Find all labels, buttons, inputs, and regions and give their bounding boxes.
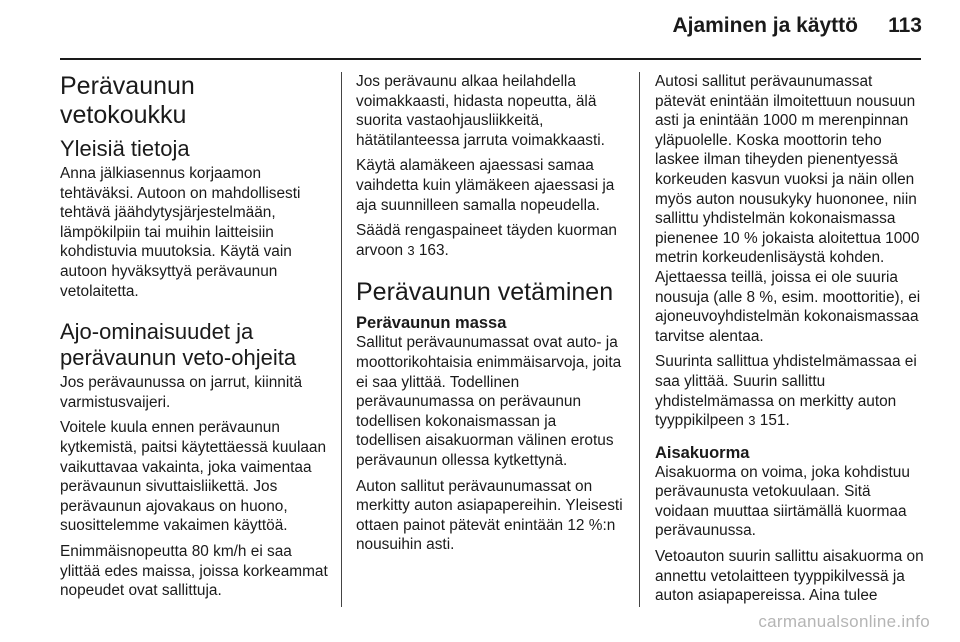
paragraph-lubricate: Voitele kuula ennen perävaunun kytkemistä, paitsi käytettäessä kuulaan vaikuttavaa vakainta, joka vaimentaa perävaunun sivuttaisliikettä. Jos perävaunun ajovakaus on huono, suosittelemme vakaimen käyttöä.: [60, 419, 327, 535]
header-divider: [60, 58, 921, 60]
column-divider-1: [341, 72, 342, 607]
chapter-heading: [60, 72, 328, 130]
tyre-pressure-text: Säädä rengaspaineet täyden kuorman arvoon: [356, 222, 617, 259]
column-3: [655, 72, 927, 612]
combined-mass-page-ref[interactable]: 151.: [759, 412, 790, 430]
heading-trailer-mass: Perävaunun massa: [356, 314, 507, 333]
heading-tongue-load: Aisakuorma: [655, 443, 750, 462]
watermark: carmanualsonline.info: [758, 612, 930, 631]
paragraph-swaying: Jos perävaunu alkaa heilahdella voimakkaasti, hidasta nopeutta, älä suorita vastaohjausliikkeitä, hätätilanteessa jarruta voimakkaasti.: [356, 73, 605, 149]
paragraph-brakes: Jos perävaunussa on jarrut, kiinnitä varmistusvaijeri.: [60, 374, 303, 411]
paragraph-combined-mass: [655, 352, 927, 430]
column-2: [356, 72, 624, 561]
heading-driving-line-1: Ajo-ominaisuudet ja: [60, 319, 254, 345]
paragraph-general-info: Anna jälkiasennus korjaamon tehtäväksi. Autoon on mahdollisesti tehtävä jäähdytysjärjestelmään, lämpökilpiin tai muihin laitteisiin kohdistuvia muutoksia. Käytä vain autoon hyväksyttyä perävaunun vetolaitetta.: [60, 165, 301, 300]
chapter-heading-line-2: vetokoukku: [60, 101, 187, 129]
chapter-heading-line-1: Perävaunun: [60, 72, 195, 100]
tyre-pressure-page-ref[interactable]: 163.: [418, 241, 449, 259]
paragraph-tongue-load: Aisakuorma on voima, joka kohdistuu perävaunusta vetokuulaan. Sitä voidaan muuttaa siirtämällä kuormaa perävaunussa.: [655, 463, 910, 540]
heading-driving-characteristics: [60, 319, 328, 371]
paragraph-speed: Enimmäisnopeutta 80 km/h ei saa ylittää edes maissa, joissa korkeammat nopeudet ovat sallittuja.: [60, 542, 328, 600]
combined-mass-text: Suurinta sallittua yhdistelmämassaa ei saa ylittää. Suurin sallittu yhdistelmämassa on merkitty auton tyyppikilpeen: [655, 353, 917, 430]
paragraph-vehicle-documents: Auton sallitut perävaunumassat on merkitty auton asiapapereihin. Yleisesti ottaen painot pätevät enintään 12 %:n nousuihin asti.: [356, 477, 623, 554]
heading-general-info: Yleisiä tietoja: [60, 136, 190, 161]
page-reference-icon: 3: [407, 242, 415, 258]
page-header: [0, 0, 960, 58]
page-reference-icon: 3: [748, 413, 756, 429]
column-1: [60, 72, 328, 607]
paragraph-trailer-mass: Sallitut perävaunumassat ovat auto- ja moottorikohtaisia enimmäisarvoja, joita ei saa ylittää. Todellinen perävaunumassa on perävaunun todellisen kokonaismassan ja todellisen aisakuorman välinen erotus perävaunun ollessa kytkettynä.: [356, 334, 622, 469]
paragraph-max-tongue-load: Vetoauton suurin sallittu aisakuorma on annettu vetolaitteen tyyppikilvessä ja auton asiapapereissa. Aina tulee: [655, 548, 924, 605]
column-divider-2: [639, 72, 640, 607]
paragraph-tyre-pressure: [356, 221, 624, 260]
heading-driving-line-2: perävaunun veto-ohjeita: [60, 345, 297, 371]
paragraph-gear: Käytä alamäkeen ajaessasi samaa vaihdetta kuin ylämäkeen ajaessasi ja aja suunnilleen samalla nopeudella.: [356, 157, 615, 214]
section-title: Ajaminen ja käyttö: [672, 14, 858, 37]
paragraph-altitude: Autosi sallitut perävaunumassat pätevät enintään ilmoitettuun nousuun asti ja enintään 1000 m merenpinnan yläpuolelle. Koska moottorin teho laskee ilman tiheyden pienentyessä korkeuden kasvun vuoksi ja näin ollen myös auton nousukyky huononee, niin sallittu yhdistelmän kokonaismassa pienenee 10 % jokaista aloitettua 1000 metrin korkeudenlisäystä kohden. Ajettaessa teillä, joissa ei ole suuria nousuja (alle 8 %, esim. moottoritie), ei ajoneuvoyhdistelmän kokonaismassaa tarvitse alentaa.: [655, 73, 921, 345]
page-number: 113: [888, 14, 922, 37]
heading-towing: Perävaunun vetäminen: [356, 278, 614, 307]
